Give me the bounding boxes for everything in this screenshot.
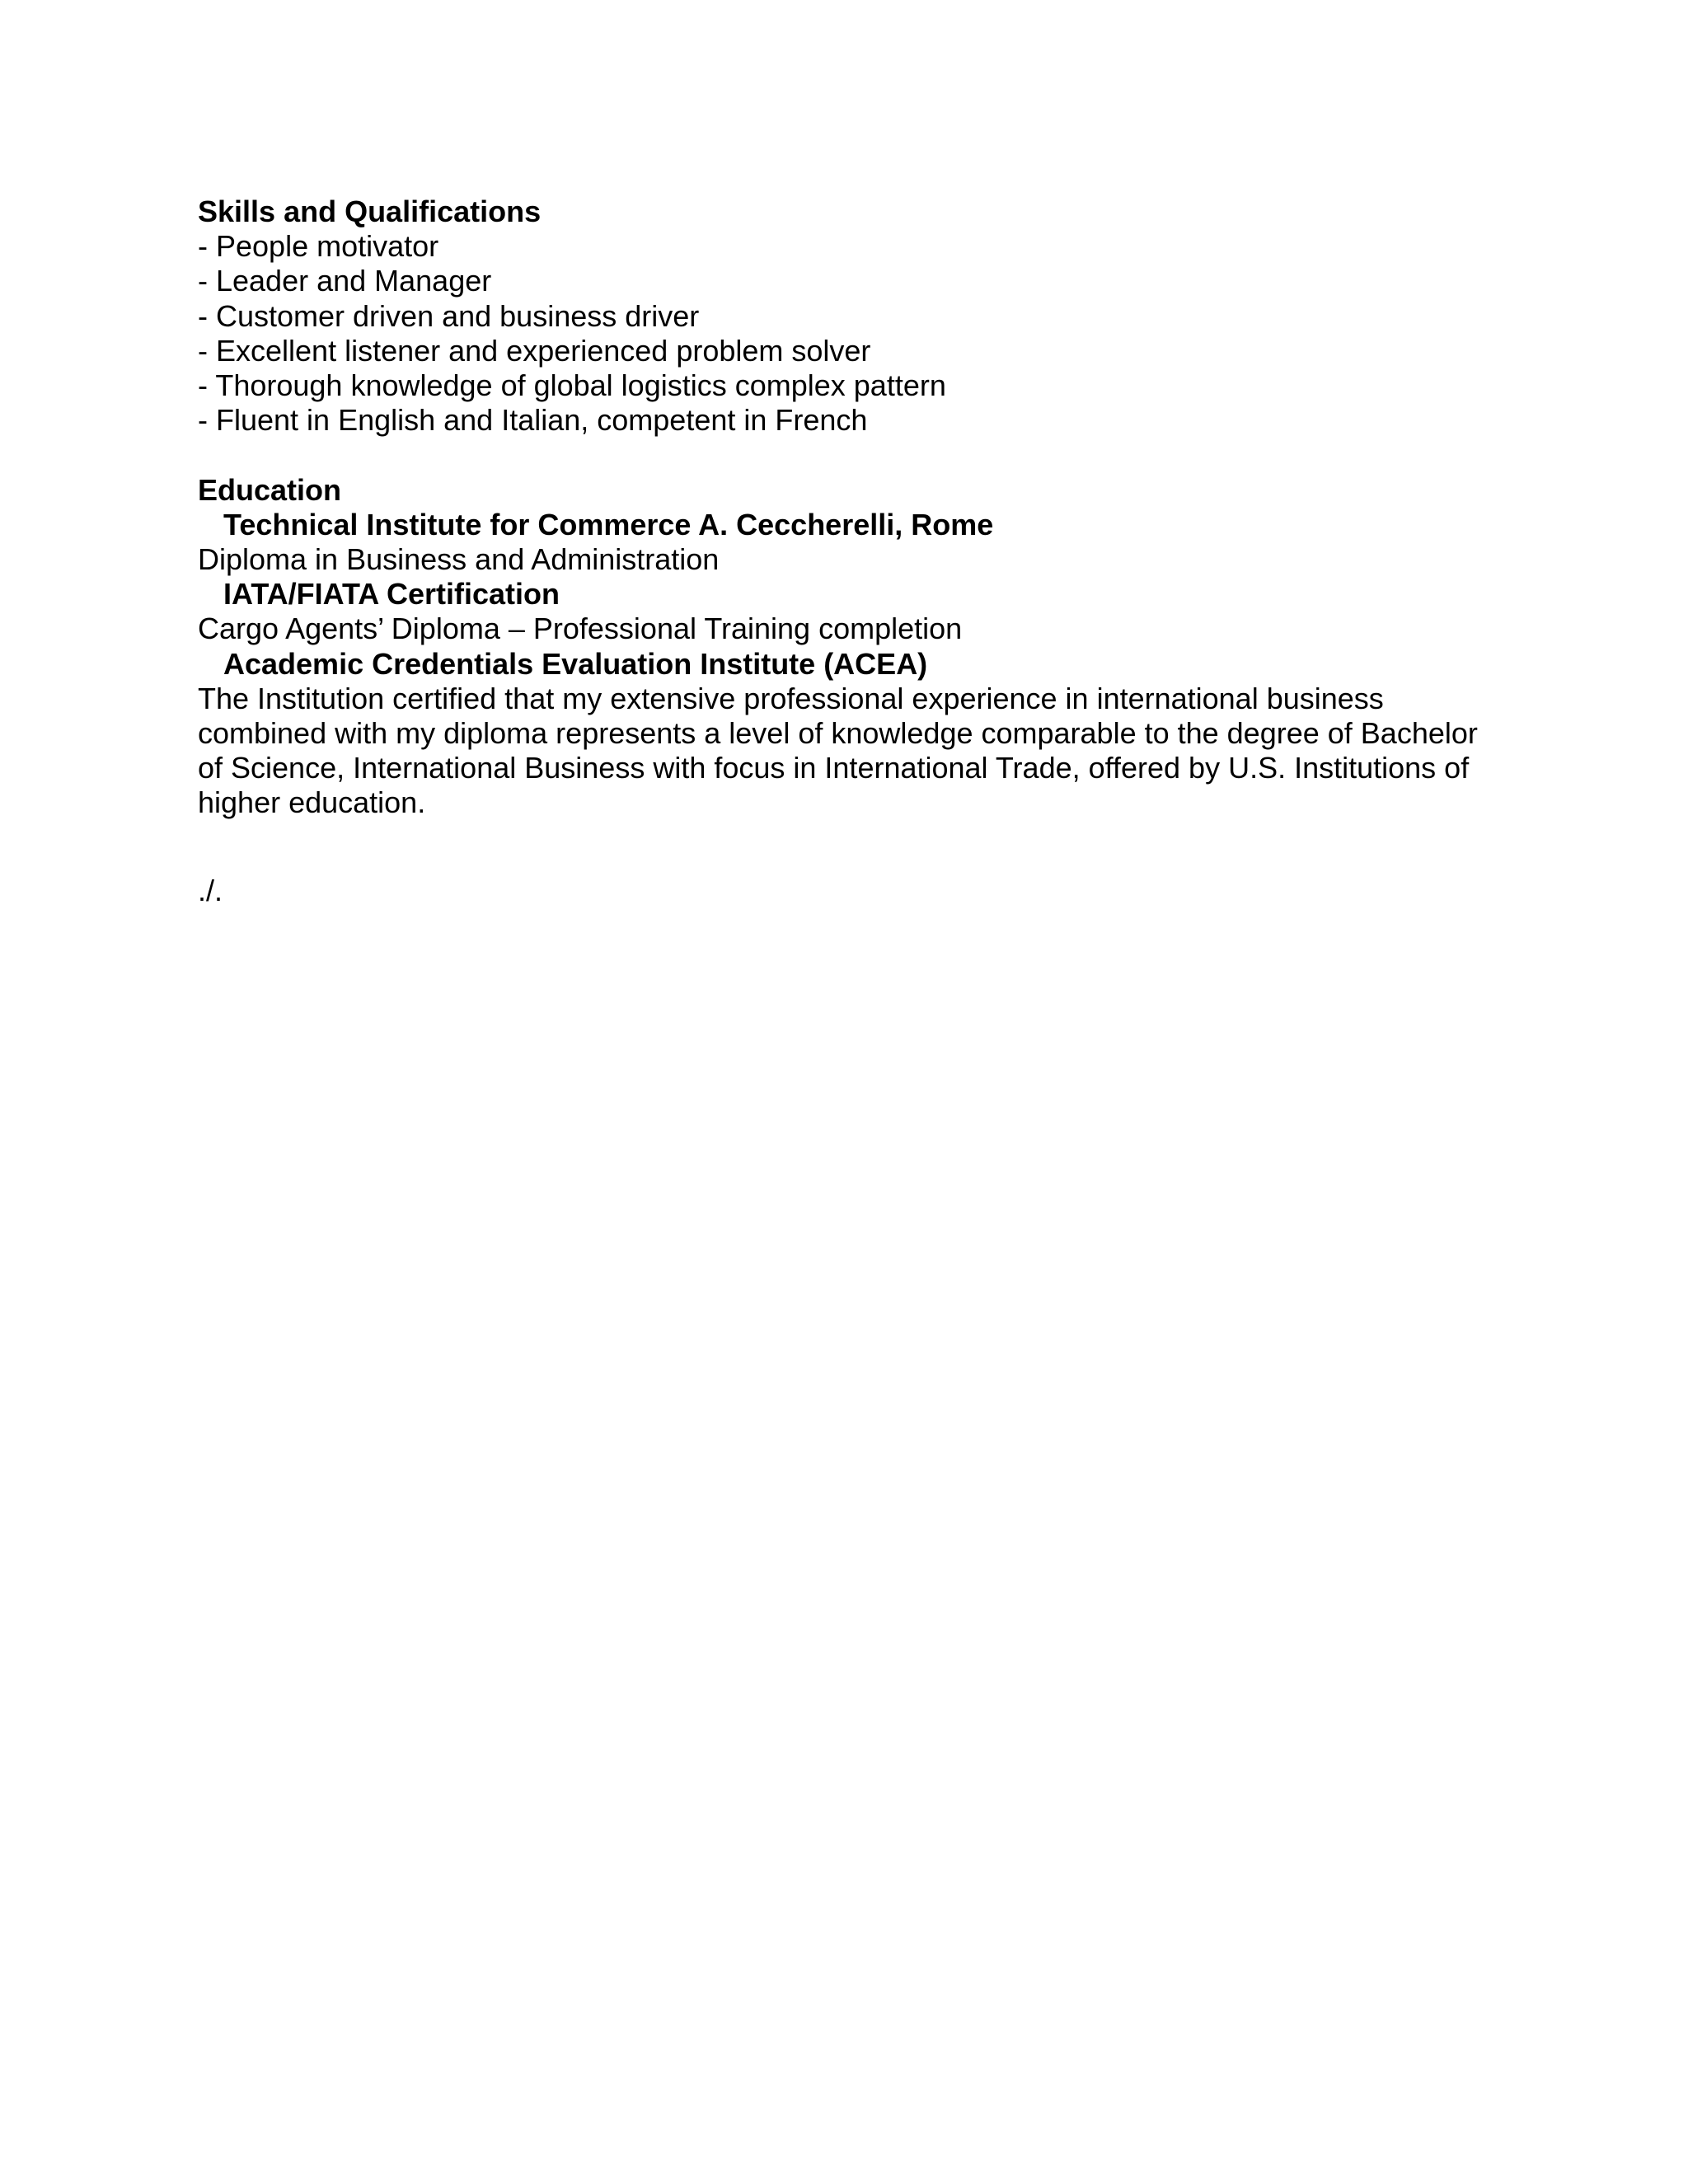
resume-content xyxy=(198,194,1484,908)
education-heading: Education xyxy=(198,472,342,507)
skill-item: - Thorough knowledge of global logistics complex pattern xyxy=(198,368,946,403)
section-spacer xyxy=(198,821,1484,874)
education-section xyxy=(198,473,1484,821)
education-description: Cargo Agents’ Diploma – Professional Training completion xyxy=(198,612,963,646)
education-entry xyxy=(198,647,1484,821)
skill-item: - Fluent in English and Italian, competent in French xyxy=(198,403,868,438)
continuation-mark: ./. xyxy=(198,873,223,907)
skill-item: - Customer driven and business driver xyxy=(198,298,700,333)
education-description: The Institution certified that my extensive professional experience in international business combined with my diploma represents a level of knowledge comparable to the degree of Bachelor of Science, International Business with focus in International Trade, offered by U.S. Institutions of higher education. xyxy=(198,681,1478,820)
education-entry xyxy=(198,577,1484,646)
education-institution: Academic Credentials Evaluation Institute (ACEA) xyxy=(223,646,928,681)
skills-heading: Skills and Qualifications xyxy=(198,194,542,228)
education-entry xyxy=(198,508,1484,577)
section-spacer xyxy=(198,438,1484,472)
education-description: Diploma in Business and Administration xyxy=(198,542,720,577)
skill-item: - Leader and Manager xyxy=(198,264,492,298)
skill-item: - People motivator xyxy=(198,229,439,264)
education-institution: IATA/FIATA Certification xyxy=(223,577,560,612)
skills-section xyxy=(198,194,1484,438)
education-institution: Technical Institute for Commerce A. Ceccherelli, Rome xyxy=(223,507,994,541)
skill-item: - Excellent listener and experienced problem solver xyxy=(198,333,871,368)
